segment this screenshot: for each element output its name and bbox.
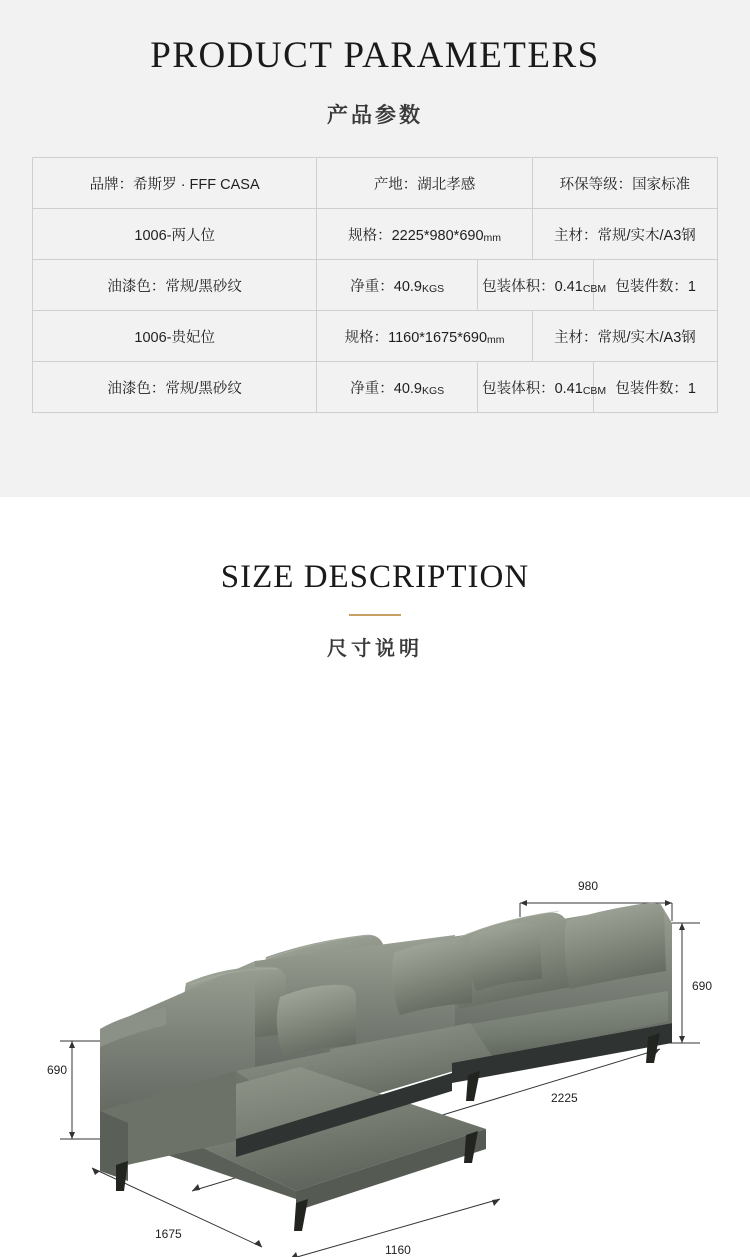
table-row: [33, 362, 717, 413]
cell-brand: 品牌：希斯罗 · FFF CASA: [33, 158, 317, 209]
spec-unit: mm: [483, 231, 502, 244]
dimension-label-690-left: 690: [47, 1063, 68, 1077]
volume-value: 包装体积：0.41: [482, 278, 583, 295]
table-row: [33, 209, 717, 260]
product-parameters-section: [0, 0, 750, 497]
weight-unit: KGS: [421, 384, 445, 397]
sofa-illustration: [0, 671, 750, 1141]
cell-material-two-seat: 主材：常规/实木/A3钢: [532, 209, 717, 260]
cell-spec-chaise: [317, 311, 532, 362]
weight-unit: KGS: [421, 282, 445, 295]
dimension-label-2225: 2225: [551, 1091, 578, 1105]
cell-origin: 产地：湖北孝感: [317, 158, 532, 209]
cell-paint-chaise: 油漆色：常规/黑砂纹: [33, 362, 317, 413]
page-title-en: PRODUCT PARAMETERS: [150, 35, 600, 76]
cell-material-chaise: 主材：常规/实木/A3钢: [532, 311, 717, 362]
spec-value: 规格：1160*1675*690: [344, 329, 488, 346]
cell-packs-two-seat: 包装件数：1: [594, 260, 717, 311]
cell-packs-chaise: 包装件数：1: [594, 362, 717, 413]
size-title-en: SIZE DESCRIPTION: [220, 559, 530, 595]
table-row: [33, 311, 717, 362]
cell-volume-chaise: [478, 362, 607, 413]
cell-spec-two-seat: [317, 209, 532, 260]
cell-weight-two-seat: [317, 260, 478, 311]
size-description-section: [0, 497, 750, 1257]
spec-unit: mm: [487, 333, 505, 346]
cell-paint-two-seat: 油漆色：常规/黑砂纹: [33, 260, 317, 311]
table-row: [33, 158, 717, 209]
dimension-label-690-right: 690: [692, 979, 713, 993]
spec-value: 规格：2225*980*690: [348, 227, 484, 244]
sofa-diagram: [0, 671, 750, 1257]
page-title-cn: 产品参数: [327, 104, 423, 127]
cell-model-two-seat: 1006-两人位: [33, 209, 317, 260]
parameters-table: [33, 158, 717, 412]
volume-unit: CBM: [582, 282, 607, 295]
cell-model-chaise: 1006-贵妃位: [33, 311, 317, 362]
weight-value: 净重：40.9: [350, 380, 422, 397]
volume-value: 包装体积：0.41: [482, 380, 583, 397]
cell-volume-two-seat: [478, 260, 607, 311]
dimension-label-1675: 1675: [155, 1227, 182, 1241]
weight-value: 净重：40.9: [350, 278, 422, 295]
sofa-body: [100, 903, 672, 1231]
volume-unit: CBM: [582, 384, 607, 397]
cell-eco-level: 环保等级：国家标准: [532, 158, 717, 209]
table-row: [33, 260, 717, 311]
dimension-label-980: 980: [578, 879, 599, 893]
dimension-label-1160: 1160: [385, 1243, 411, 1257]
parameters-table-wrapper: [32, 157, 718, 413]
size-title-cn: 尺寸说明: [327, 638, 423, 660]
cell-weight-chaise: [317, 362, 478, 413]
